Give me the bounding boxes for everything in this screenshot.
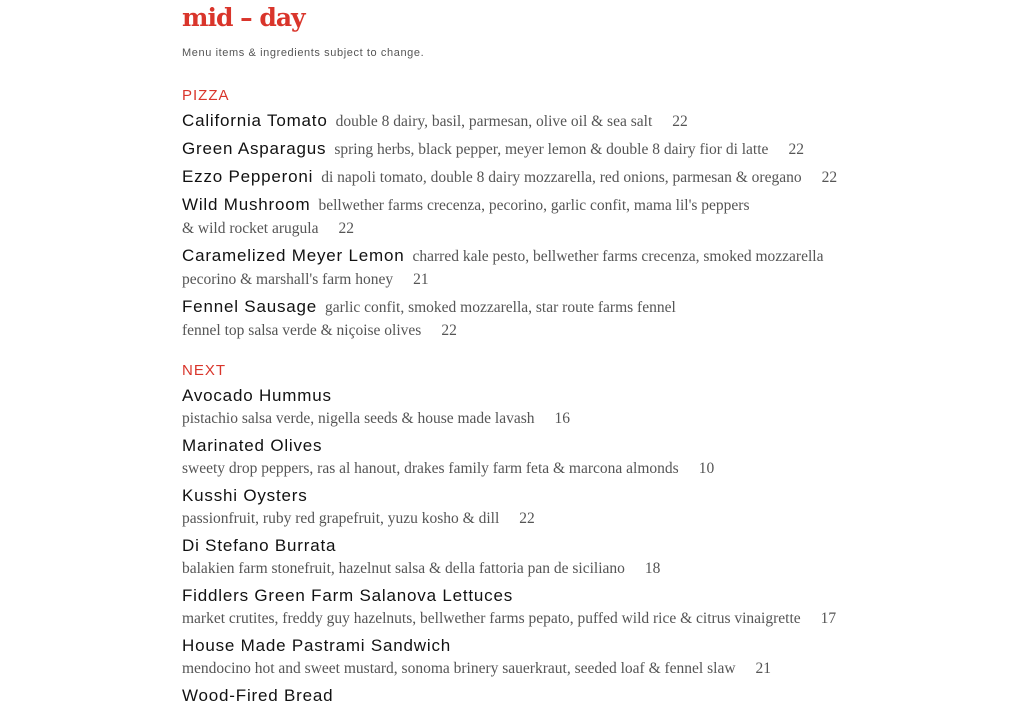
menu-item-name: California Tomato — [182, 111, 328, 130]
menu-item-price: 16 — [554, 410, 571, 427]
menu-item-price: 17 — [820, 610, 837, 627]
menu-item-description: double 8 dairy, basil, parmesan, olive oil & sea salt — [335, 113, 653, 130]
menu-item — [182, 484, 922, 530]
menu-item — [182, 584, 922, 630]
menu-item-price: 22 — [788, 141, 804, 158]
menu-item-description: pistachio salsa verde, nigella seeds & house made lavash — [182, 410, 535, 427]
menu-item — [182, 109, 922, 133]
menu-item-description-continued: & wild rocket arugula — [182, 220, 319, 237]
menu-item-name: Kusshi Oysters — [182, 486, 308, 505]
menu-item-price: 22 — [821, 169, 838, 186]
menu-item-description: mendocino hot and sweet mustard, sonoma brinery sauerkraut, seeded loaf & fennel slaw — [182, 660, 736, 677]
section-heading-next: NEXT — [182, 362, 227, 379]
menu-item-description: balakien farm stonefruit, hazelnut salsa & della fattoria pan de siciliano — [182, 560, 625, 577]
menu-item-name: Di Stefano Burrata — [182, 536, 337, 555]
menu-item-price: 21 — [413, 271, 429, 288]
menu-item-price: 22 — [672, 113, 688, 130]
menu-item — [182, 384, 922, 430]
menu-item-description: sweety drop peppers, ras al hanout, drakes family farm feta & marcona almonds — [182, 460, 679, 477]
menu-content — [182, 0, 922, 703]
menu-item-name: Ezzo Pepperoni — [182, 167, 314, 186]
menu-item-description: garlic confit, smoked mozzarella, star route farms fennel — [325, 299, 676, 316]
menu-item-price: 10 — [698, 460, 715, 477]
menu-disclaimer: Menu items & ingredients subject to change. — [182, 47, 425, 59]
menu-item-description: charred kale pesto, bellwether farms crecenza, smoked mozzarella — [412, 248, 824, 265]
menu-item-description: spring herbs, black pepper, meyer lemon & double 8 dairy fior di latte — [334, 141, 769, 158]
menu-item — [182, 534, 922, 580]
menu-item-name: Fennel Sausage — [182, 297, 318, 316]
menu-item-description: passionfruit, ruby red grapefruit, yuzu kosho & dill — [182, 510, 500, 527]
menu-item-description-continued: fennel top salsa verde & niçoise olives — [182, 322, 422, 339]
menu-item — [182, 193, 922, 240]
menu-item — [182, 295, 922, 342]
menu-item-name: Wood-Fired Bread — [182, 686, 334, 703]
menu-item-price: 18 — [644, 560, 661, 577]
menu-item-price: 22 — [441, 322, 457, 339]
menu-item — [182, 165, 922, 189]
menu-item — [182, 634, 922, 680]
menu-item — [182, 684, 922, 703]
menu-item-description: di napoli tomato, double 8 dairy mozzarella, red onions, parmesan & oregano — [321, 169, 802, 186]
menu-item-price: 22 — [519, 510, 535, 527]
menu-item-price: 22 — [338, 220, 354, 237]
menu-item — [182, 137, 922, 161]
menu-item-description: bellwether farms crecenza, pecorino, garlic confit, mama lil's peppers — [318, 197, 750, 214]
menu-item-price: 21 — [755, 660, 772, 677]
menu-item-name: Caramelized Meyer Lemon — [182, 246, 405, 265]
menu-item-description-continued: pecorino & marshall's farm honey — [182, 271, 394, 288]
menu-item — [182, 434, 922, 480]
page-title: mid – day — [182, 3, 305, 32]
menu-item — [182, 244, 922, 291]
menu-item-name: Fiddlers Green Farm Salanova Lettuces — [182, 586, 514, 605]
menu-item-description: market crutites, freddy guy hazelnuts, bellwether farms pepato, puffed wild rice & citrus vinaigrette — [182, 610, 801, 627]
menu-item-name: Marinated Olives — [182, 436, 323, 455]
menu-item-name: Green Asparagus — [182, 139, 327, 158]
menu-item-name: Avocado Hummus — [182, 386, 332, 405]
menu-item-name: Wild Mushroom — [182, 195, 311, 214]
menu-item-name: House Made Pastrami Sandwich — [182, 636, 452, 655]
section-heading-pizza: PIZZA — [182, 87, 230, 104]
